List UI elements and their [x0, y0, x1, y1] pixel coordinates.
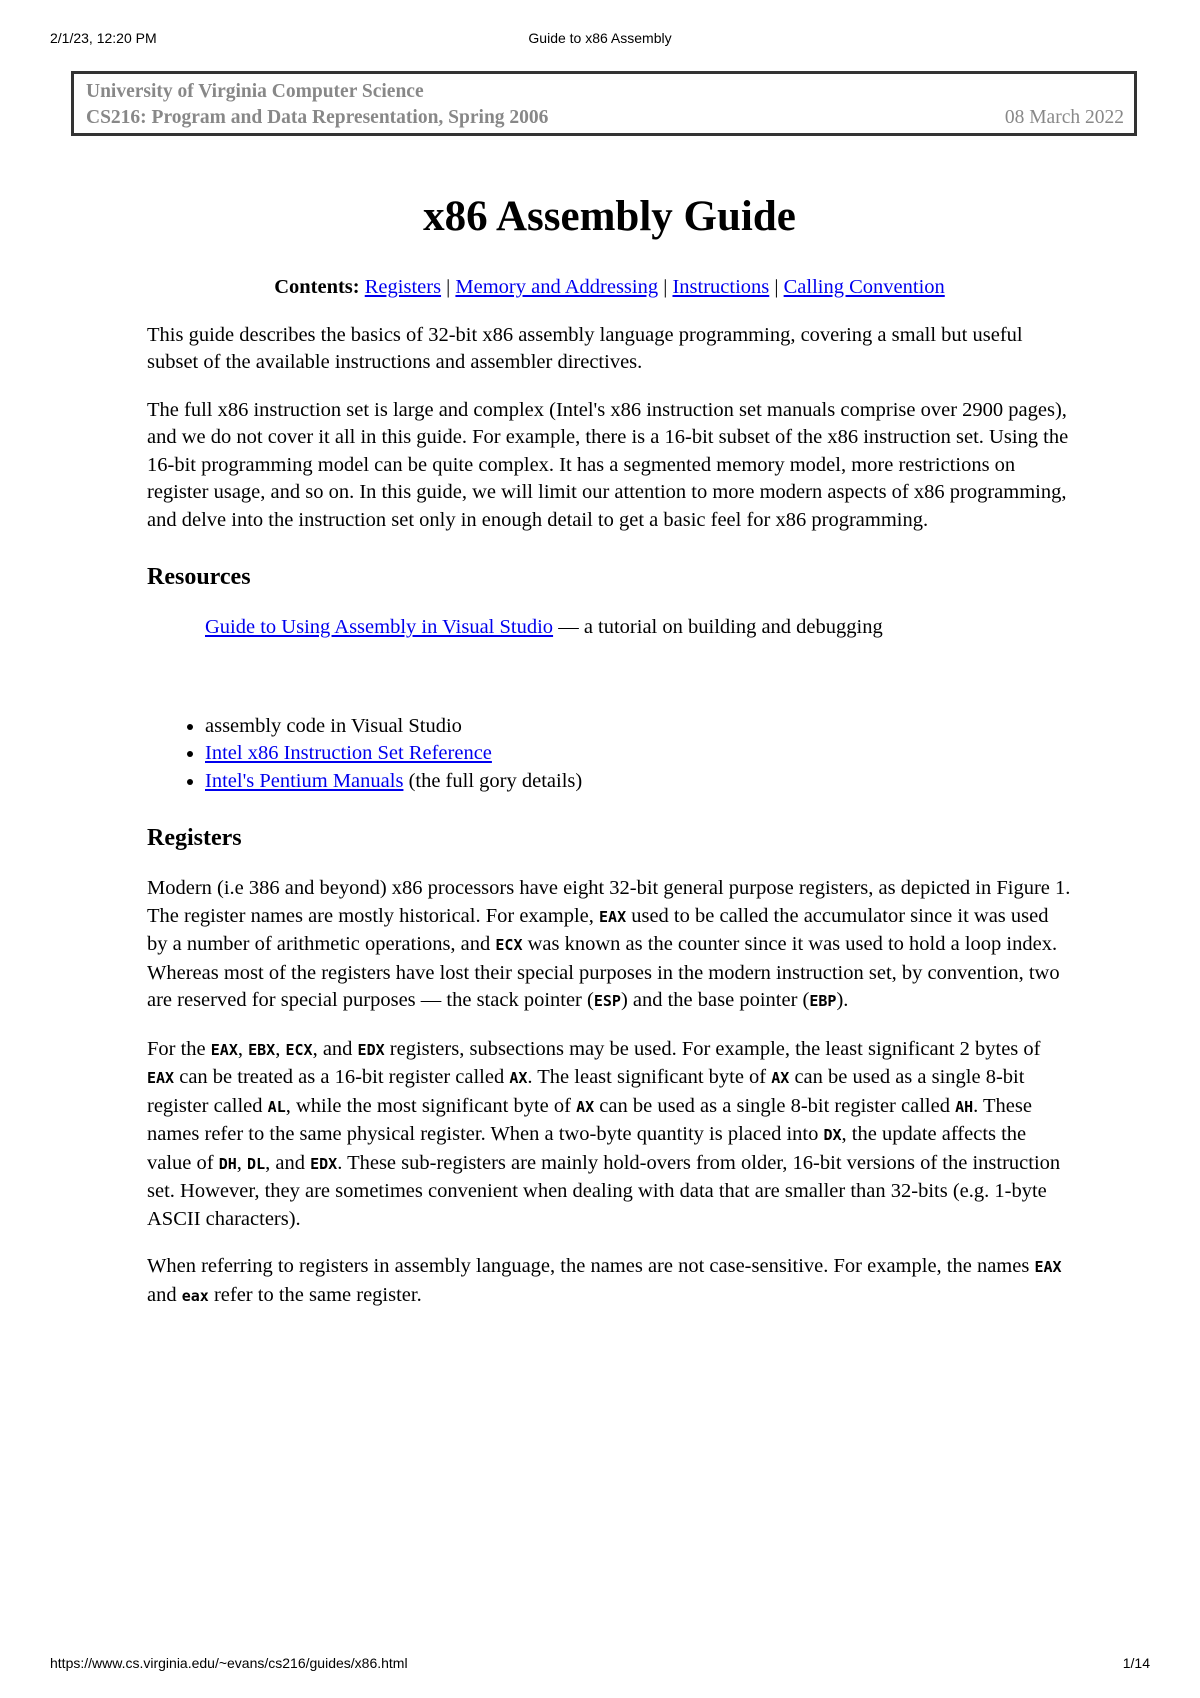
register-name: AH [955, 1097, 974, 1116]
registers-paragraph-3: When referring to registers in assembly language, the names are not case-sensitive. For example, the names EAX and eax refer to the same register. [147, 1255, 1062, 1306]
resources-list [147, 686, 1072, 796]
register-name: DL [247, 1154, 266, 1173]
resource-text: (the full gory details) [403, 769, 583, 792]
print-title: Guide to x86 Assembly [528, 30, 672, 46]
intel-reference-link[interactable]: Intel x86 Instruction Set Reference [205, 742, 492, 764]
register-name: DH [218, 1154, 237, 1173]
register-name: DX [823, 1126, 842, 1144]
banner-course: CS216: Program and Data Representation, Spring 2006 [86, 107, 549, 128]
banner-date: 08 March 2022 [1004, 107, 1124, 128]
contents-link-instructions[interactable]: Instructions [672, 276, 770, 298]
register-name: ECX [285, 1040, 313, 1059]
document-body [147, 180, 1072, 1330]
vs-guide-link[interactable]: Guide to Using Assembly in Visual Studio [205, 616, 554, 638]
list-item [205, 768, 1072, 796]
registers-heading: Registers [147, 825, 242, 851]
registers-paragraph-2: For the EAX, EBX, ECX, and EDX registers, subsections may be used. For example, the least significant 2 bytes of EAX can be treated as a 16-bit register called AX. The least significant byte of AX can be used as a single 8-bit register called AL, while the most significant byte of AX can be used as a single 8-bit register called AH. These names refer to the same physical register. When a two-byte quantity is placed into DX, the update affects the value of DH, DL, and EDX. These sub-registers are mainly hold-overs from older, 16-bit versions of the instruction set. However, they are sometimes convenient when dealing with data that are smaller than 32-bits (e.g. 1-byte ASCII characters). [147, 1037, 1061, 1230]
intro-paragraph-2: The full x86 instruction set is large and complex (Intel's x86 instruction set manuals comprise over 2900 pages), and we do not cover it all in this guide. For example, there is a 16-bit subset of the x86 instruction set. Using the 16-bit programming model can be quite complex. It has a segmented memory model, more restrictions on register usage, and so on. In this guide, we will limit our attention to more modern aspects of x86 programming, and delve into the instruction set only in enough detail to get a basic feel for x86 programming. [147, 398, 1069, 531]
resources-heading: Resources [147, 564, 251, 590]
contents-link-calling[interactable]: Calling Convention [783, 276, 945, 298]
register-name: EAX [1034, 1258, 1062, 1276]
register-name: EAX [599, 907, 627, 926]
page-title: x86 Assembly Guide [423, 193, 796, 240]
register-name: EAX [147, 1069, 175, 1087]
print-date: 2/1/23, 12:20 PM [50, 30, 157, 46]
register-name: EAX [210, 1040, 238, 1059]
register-name: eax [181, 1286, 209, 1305]
register-name: ECX [495, 936, 523, 954]
register-name: AX [771, 1069, 790, 1087]
contents-link-registers[interactable]: Registers [364, 276, 442, 298]
print-url: https://www.cs.virginia.edu/~evans/cs216/guides/x86.html [50, 1655, 408, 1671]
register-name: AL [267, 1097, 286, 1116]
vs-guide-desc: — a tutorial on building and debugging [553, 616, 883, 638]
register-name: AX [509, 1069, 528, 1087]
contents-separator: | [774, 276, 779, 298]
register-name: EBP [809, 992, 837, 1010]
resources-vs-entry [205, 614, 1072, 642]
register-name: EDX [310, 1154, 338, 1173]
contents-separator: | [663, 276, 668, 298]
list-item [205, 686, 1072, 741]
print-page-number: 1/14 [1122, 1655, 1150, 1671]
print-footer [50, 1655, 1150, 1675]
contents-separator: | [446, 276, 451, 298]
register-name: EDX [357, 1040, 385, 1059]
registers-paragraph-1: Modern (i.e 386 and beyond) x86 processors have eight 32-bit general purpose registers, as depicted in Figure 1. The register names are mostly historical. For example, EAX used to be called the accumulator since it was used by a number of arithmetic operations, and ECX was known as the counter since it was used to hold a loop index. Whereas most of the registers have lost their special purposes in the modern instruction set, by convention, two are reserved for special purposes — the stack pointer (ESP) and the base pointer (EBP). [147, 877, 1071, 1011]
print-header [50, 30, 1150, 50]
contents-nav [147, 274, 1072, 302]
register-name: AX [576, 1097, 595, 1116]
list-item [205, 740, 1072, 768]
register-name: EBX [248, 1040, 276, 1059]
pentium-manuals-link[interactable]: Intel's Pentium Manuals [205, 769, 404, 792]
course-banner [71, 71, 1137, 136]
banner-university: University of Virginia Computer Science [86, 81, 424, 102]
resource-text: assembly code in Visual Studio [205, 714, 462, 737]
contents-link-memory[interactable]: Memory and Addressing [455, 276, 659, 298]
contents-label: Contents: [274, 276, 360, 298]
intro-paragraph-1: This guide describes the basics of 32-bit x86 assembly language programming, covering a small but useful subset of the available instructions and assembler directives. [147, 323, 1023, 373]
register-name: ESP [593, 992, 621, 1010]
